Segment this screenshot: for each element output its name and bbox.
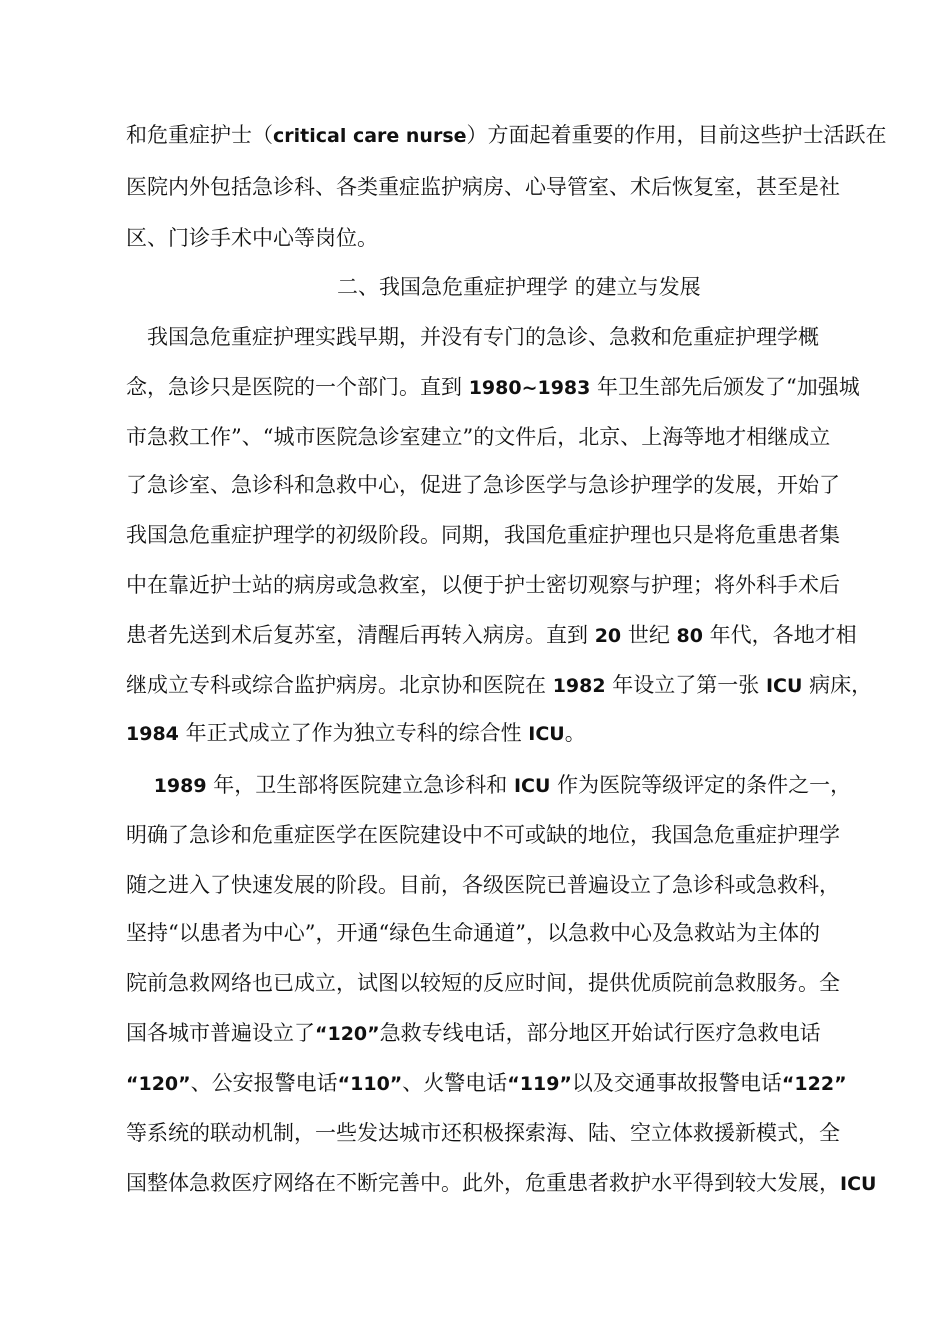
text-run: 等系统的联动机制，一些发达城市还积极探索海、陆、空立体救援新模式，全 — [126, 1121, 840, 1145]
text-run: 国整体急救医疗网络在不断完善中。此外，危重患者救护水平得到较大发展， — [126, 1171, 840, 1195]
text-line — [126, 1068, 847, 1098]
text-run: “122” — [781, 1073, 847, 1095]
text-run: critical care nurse — [273, 125, 467, 147]
text-line — [126, 1018, 821, 1048]
text-line — [126, 870, 840, 900]
text-run: 年设立了第一张 — [605, 673, 766, 697]
section-heading — [337, 272, 701, 302]
text-run: 院前急救网络也已成立，试图以较短的反应时间，提供优质院前急救服务。全 — [126, 971, 840, 995]
text-run: 病床， — [802, 673, 873, 697]
text-run: 年代，各地才相 — [702, 623, 857, 647]
text-run: 中在靠近护士站的病房或急救室，以便于护士密切观察与护理；将外科手术后 — [126, 573, 840, 597]
text-run: 急救专线电话，部分地区开始试行医疗急救电话 — [379, 1021, 821, 1045]
text-line — [126, 372, 860, 402]
text-run: 年卫生部先后颁发了“加强城 — [590, 375, 860, 399]
text-run: 80 — [676, 625, 703, 647]
text-run: 念，急诊只是医院的一个部门。直到 — [126, 375, 469, 399]
text-run: 20 — [594, 625, 622, 647]
text-run: ICU — [765, 675, 803, 697]
text-run: 国各城市普遍设立了 — [126, 1021, 315, 1045]
text-run: 、公安报警电话 — [190, 1071, 338, 1095]
text-run: 和危重症护士（ — [126, 123, 273, 147]
text-run: 二、我国急危重症护理学 的建立与发展 — [337, 275, 701, 299]
text-run: 、火警电话 — [402, 1071, 508, 1095]
text-line — [126, 422, 830, 452]
text-run: 1982 — [552, 675, 606, 697]
text-run: 年正式成立了作为独立专科的综合性 — [178, 721, 529, 745]
text-run: 1980~1983 — [468, 377, 591, 399]
text-line — [126, 120, 887, 150]
text-run: ）方面起着重要的作用，目前这些护士活跃在 — [466, 123, 887, 147]
text-run: ICU — [840, 1173, 877, 1195]
text-run: 年，卫生部将医院建立急诊科和 — [206, 773, 514, 797]
text-run: 1989 — [153, 775, 207, 797]
text-line — [126, 670, 872, 700]
text-line — [126, 322, 819, 352]
text-line — [126, 620, 857, 650]
text-line — [126, 820, 840, 850]
text-line — [126, 1118, 840, 1148]
text-run: 。 — [564, 721, 586, 745]
text-line — [126, 1168, 876, 1198]
text-line — [126, 770, 851, 800]
text-run — [126, 773, 154, 797]
text-run: “119” — [507, 1073, 572, 1095]
text-line — [126, 223, 378, 253]
text-run: 1984 — [126, 723, 179, 745]
text-run: 了急诊室、急诊科和急救中心，促进了急诊医学与急诊护理学的发展，开始了 — [126, 473, 840, 497]
text-run: 医院内外包括急诊科、各类重症监护病房、心导管室、术后恢复室，甚至是社 — [126, 175, 840, 199]
text-run: 区、门诊手术中心等岗位。 — [126, 226, 378, 250]
text-line — [126, 918, 820, 948]
text-line — [126, 520, 840, 550]
text-run: 坚持“以患者为中心”，开通“绿色生命通道”，以急救中心及急救站为主体的 — [126, 921, 820, 945]
text-run: “120” — [126, 1073, 191, 1095]
text-run: 我国急危重症护理学的初级阶段。同期，我国危重症护理也只是将危重患者集 — [126, 523, 840, 547]
text-run: 继成立专科或综合监护病房。北京协和医院在 — [126, 673, 553, 697]
text-run: 我国急危重症护理实践早期，并没有专门的急诊、急救和危重症护理学概 — [126, 325, 819, 349]
text-run: ICU — [513, 775, 551, 797]
text-run: “120” — [315, 1023, 380, 1045]
text-run: ICU — [528, 723, 565, 745]
text-line — [126, 718, 586, 748]
text-line — [126, 470, 840, 500]
text-run: 作为医院等级评定的条件之一， — [550, 773, 852, 797]
text-run: 明确了急诊和危重症医学在医院建设中不可或缺的地位，我国急危重症护理学 — [126, 823, 840, 847]
text-run: 市急救工作”、“城市医院急诊室建立”的文件后，北京、上海等地才相继成立 — [126, 425, 831, 449]
text-run: 世纪 — [621, 623, 677, 647]
text-run: 以及交通事故报警电话 — [571, 1071, 782, 1095]
text-run: “110” — [337, 1073, 403, 1095]
text-line — [126, 570, 840, 600]
text-run: 随之进入了快速发展的阶段。目前，各级医院已普遍设立了急诊科或急救科， — [126, 873, 840, 897]
text-run: 患者先送到术后复苏室，清醒后再转入病房。直到 — [126, 623, 595, 647]
text-line — [126, 968, 840, 998]
text-line — [126, 172, 840, 202]
